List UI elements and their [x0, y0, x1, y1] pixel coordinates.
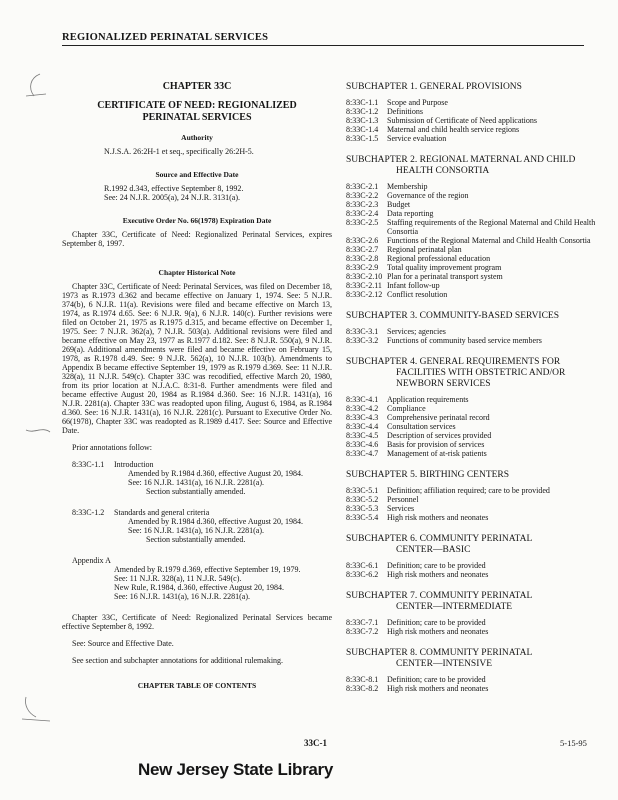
section-code: 8:33C-4.3 — [346, 413, 379, 422]
toc-heading: CHAPTER TABLE OF CONTENTS — [137, 681, 257, 690]
section-title: Regional perinatal plan — [387, 245, 462, 254]
toc-entry — [346, 209, 596, 218]
subchapter-7 — [346, 591, 596, 636]
appendix-line: See: 11 N.J.R. 328(a), 11 N.J.R. 549(c). — [114, 574, 242, 583]
section-code: 8:33C-2.9 — [346, 263, 379, 272]
toc-entry — [346, 134, 596, 143]
appendix-annotation — [62, 556, 332, 601]
annotation-1 — [62, 460, 332, 496]
chapter-number: CHAPTER 33C — [162, 81, 232, 92]
annotation-line: Section substantially amended. — [146, 487, 246, 496]
section-code: 8:33C-4.2 — [346, 404, 379, 413]
toc-entry — [346, 422, 596, 431]
toc-entry — [346, 570, 596, 579]
toc-entry — [346, 684, 596, 693]
annotation-line: See: 16 N.J.R. 1431(a), 16 N.J.R. 2281(a). — [128, 478, 264, 487]
toc-entry — [346, 191, 596, 200]
subchapter-2 — [346, 155, 596, 299]
punch-mark-icon — [24, 420, 54, 440]
subchapter-heading: SUBCHAPTER 1. GENERAL PROVISIONS — [346, 82, 522, 92]
section-code: 8:33C-7.2 — [346, 627, 379, 636]
subchapter-3 — [346, 311, 596, 345]
section-title: Functions of community based service members — [387, 336, 542, 345]
section-code: 8:33C-2.1 — [346, 182, 379, 191]
section-title: Definition; care to be provided — [387, 561, 486, 570]
toc-entry — [346, 236, 596, 245]
running-header: REGIONALIZED PERINATAL SERVICES — [62, 32, 269, 43]
section-title: Staffing requirements of the Regional Maternal and Child Health Consortia — [387, 218, 596, 236]
section-title: Submission of Certificate of Need applications — [387, 116, 537, 125]
subchapter-heading: SUBCHAPTER 2. REGIONAL MATERNAL AND CHILD HEALTH CONSORTIA — [346, 155, 576, 176]
annotation-line: Section substantially amended. — [146, 535, 246, 544]
section-title: Maternal and child health service regions — [387, 125, 520, 134]
subchapter-heading: SUBCHAPTER 6. COMMUNITY PERINATAL CENTER—BASIC — [346, 534, 533, 555]
toc-entry — [346, 200, 596, 209]
toc-entry — [346, 290, 596, 299]
source-heading: Source and Effective Date — [155, 170, 239, 179]
subchapter-6 — [346, 534, 596, 579]
source-line-2: See: 24 N.J.R. 2005(a), 24 N.J.R. 3131(a). — [104, 193, 240, 202]
section-title: Service evaluation — [387, 134, 447, 143]
annotation-title: Introduction — [114, 460, 154, 469]
toc-entry — [346, 245, 596, 254]
section-code: 8:33C-2.2 — [346, 191, 379, 200]
section-code: 8:33C-3.1 — [346, 327, 379, 336]
section-code: 8:33C-2.4 — [346, 209, 379, 218]
subchapter-heading: SUBCHAPTER 7. COMMUNITY PERINATAL CENTER—INTERMEDIATE — [346, 591, 533, 612]
section-code: 8:33C-2.6 — [346, 236, 379, 245]
annotation-line: Amended by R.1984 d.360, effective August 20, 1984. — [128, 517, 303, 526]
subchapter-heading: SUBCHAPTER 3. COMMUNITY-BASED SERVICES — [346, 311, 560, 321]
toc-entry — [346, 504, 596, 513]
section-code: 8:33C-5.2 — [346, 495, 379, 504]
subchapter-8 — [346, 648, 596, 693]
section-code: 8:33C-1.3 — [346, 116, 379, 125]
section-title: Membership — [387, 182, 428, 191]
appendix-line: Amended by R.1979 d.369, effective September 19, 1979. — [114, 565, 301, 574]
section-code: 8:33C-4.1 — [346, 395, 379, 404]
page-number: 33C-1 — [304, 738, 327, 748]
subchapter-5 — [346, 470, 596, 522]
toc-entry — [346, 116, 596, 125]
section-title: Definitions — [387, 107, 423, 116]
subchapter-1 — [346, 82, 596, 143]
appendix-line: See: 16 N.J.R. 1431(a), 16 N.J.R. 2281(a). — [114, 592, 250, 601]
section-code: 8:33C-2.5 — [346, 218, 379, 227]
toc-entry — [346, 125, 596, 134]
section-title: Compliance — [387, 404, 426, 413]
table-of-contents — [346, 82, 596, 693]
closing-paragraph: Chapter 33C, Certificate of Need: Regionalized Perinatal Services became effective September 8, 1992. — [62, 613, 332, 631]
toc-entry — [346, 281, 596, 290]
toc-entry — [346, 675, 596, 684]
section-title: Personnel — [387, 495, 419, 504]
section-title: Definition; care to be provided — [387, 618, 486, 627]
section-title: High risk mothers and neonates — [387, 627, 489, 636]
section-code: 8:33C-2.8 — [346, 254, 379, 263]
subchapter-heading: SUBCHAPTER 5. BIRTHING CENTERS — [346, 470, 510, 480]
header-rule — [62, 45, 584, 46]
subchapter-4 — [346, 357, 596, 458]
prior-annotations: Prior annotations follow: — [72, 443, 152, 452]
section-title: Application requirements — [387, 395, 469, 404]
section-code: 8:33C-1.1 — [346, 98, 379, 107]
toc-entry — [346, 254, 596, 263]
historical-note-heading: Chapter Historical Note — [158, 268, 236, 277]
section-title: Services; agencies — [387, 327, 446, 336]
toc-entry — [346, 561, 596, 570]
section-code: 8:33C-1.5 — [346, 134, 379, 143]
toc-entry — [346, 336, 596, 345]
section-title: Budget — [387, 200, 411, 209]
toc-entry — [346, 495, 596, 504]
toc-entry — [346, 395, 596, 404]
revision-date: 5-15-95 — [560, 738, 587, 748]
authority-text: N.J.S.A. 26:2H-1 et seq., specifically 26:2H-5. — [104, 147, 254, 156]
section-title: Plan for a perinatal transport system — [387, 272, 503, 281]
toc-entry — [346, 513, 596, 522]
section-code: 8:33C-4.5 — [346, 431, 379, 440]
section-title: Conflict resolution — [387, 290, 448, 299]
section-code: 8:33C-2.12 — [346, 290, 383, 299]
annotation-line: See: 16 N.J.R. 1431(a), 16 N.J.R. 2281(a). — [128, 526, 264, 535]
section-code: 8:33C-5.3 — [346, 504, 379, 513]
annotation-code: 8:33C-1.1 — [72, 460, 105, 469]
section-code: 8:33C-8.1 — [346, 675, 379, 684]
appendix-label: Appendix A — [72, 556, 111, 565]
section-title: High risk mothers and neonates — [387, 570, 489, 579]
section-code: 8:33C-6.1 — [346, 561, 379, 570]
closing-annotations: See section and subchapter annotations for additional rulemaking. — [72, 656, 284, 665]
executive-order-text: Chapter 33C, Certificate of Need: Regionalized Perinatal Services, expires September 8, 1997. — [62, 230, 332, 248]
library-stamp: New Jersey State Library — [138, 760, 334, 779]
punch-mark-icon — [20, 695, 54, 723]
toc-entry — [346, 182, 596, 191]
section-code: 8:33C-8.2 — [346, 684, 379, 693]
annotation-line: Amended by R.1984 d.360, effective August 20, 1984. — [128, 469, 303, 478]
toc-entry — [346, 413, 596, 422]
toc-entry — [346, 449, 596, 458]
section-code: 8:33C-6.2 — [346, 570, 379, 579]
toc-entry — [346, 440, 596, 449]
toc-entry — [346, 627, 596, 636]
appendix-line: New Rule, R.1984, d.360, effective August 20, 1984. — [114, 583, 285, 592]
section-title: Infant follow-up — [387, 281, 440, 290]
section-title: Functions of the Regional Maternal and Child Health Consortia — [387, 236, 591, 245]
section-title: Consultation services — [387, 422, 456, 431]
toc-entry — [346, 404, 596, 413]
subchapter-heading: SUBCHAPTER 8. COMMUNITY PERINATAL CENTER—INTENSIVE — [346, 648, 533, 669]
section-title: Comprehensive perinatal record — [387, 413, 490, 422]
chapter-title: CERTIFICATE OF NEED: REGIONALIZED PERINATAL SERVICES — [97, 100, 297, 123]
section-code: 8:33C-3.2 — [346, 336, 379, 345]
section-title: Definition; affiliation required; care to be provided — [387, 486, 550, 495]
historical-note-text: Chapter 33C, Certificate of Need: Perinatal Services, was filed on December 18, 1973 as R.1973 d.362 and became effective on January 1, 1974. See: 5 N.J.R. 374(b), 6 N.J.R. 11(a). Revisions were filed and became effective on March 13, 1974, as R.1974 d.65. See: 6 N.J.R. 9(a), 6 N.J.R. 140(c). Further revisions were filed on October 21, 1975 as R.1975 d.315, and became effective on December 1, 1975. See: 7 N.J.R. 362(a), 7 N.J.R. 503(a). Additional revisions were filed and became effective on May 23, 1977 as R.1977 d.182. See: 8 N.J.R. 550(a), 9 N.J.R. 269(a). Additional amendments were filed and became effective on February 15, 1978, as R.1978 d.49. See: 9 N.J.R. 562(a), 10 N.J.R. 103(b). Amendments to Appendix B became effective September 19, 1979 as R.1979 d.369. See: 11 N.J.R. 328(a), 11 N.J.R. 549(c). Chapter 33C was recodified, effective March 20, 1980, from its prior location at N.J.A.C. 8:31-8. Further amendments were filed and became effective August 20, 1984 as R.1984 d.360. See: 16 N.J.R. 1431(a), 16 N.J.R. 2281(a). Chapter 33C was readopted upon filing, August 6, 1984, as R.1984 d.360. See: 16 N.J.R. 1431(a), 16 N.J.R. 2281(c). Pursuant to Executive Order No. 66(1978), Chapter 33C was readopted as R.1989 d.417. See: Source and Effective Date. — [62, 282, 332, 435]
section-title: Regional professional education — [387, 254, 491, 263]
toc-entry — [346, 272, 596, 281]
toc-entry — [346, 486, 596, 495]
punch-mark-icon — [22, 72, 52, 102]
section-code: 8:33C-1.2 — [346, 107, 379, 116]
toc-entry — [346, 107, 596, 116]
section-title: Management of at-risk patients — [387, 449, 487, 458]
section-code: 8:33C-5.1 — [346, 486, 379, 495]
section-code: 8:33C-4.7 — [346, 449, 379, 458]
section-title: Definition; care to be provided — [387, 675, 486, 684]
closing-see: See: Source and Effective Date. — [72, 639, 174, 648]
section-title: Basis for provision of services — [387, 440, 485, 449]
toc-entry — [346, 218, 596, 236]
section-code: 8:33C-4.6 — [346, 440, 379, 449]
section-title: Data reporting — [387, 209, 434, 218]
annotation-2 — [62, 508, 332, 544]
section-code: 8:33C-1.4 — [346, 125, 379, 134]
left-column — [62, 82, 332, 695]
section-title: High risk mothers and neonates — [387, 513, 489, 522]
section-code: 8:33C-2.11 — [346, 281, 382, 290]
section-title: Total quality improvement program — [387, 263, 502, 272]
toc-entry — [346, 618, 596, 627]
section-code: 8:33C-2.7 — [346, 245, 379, 254]
section-code: 8:33C-4.4 — [346, 422, 379, 431]
source-line-1: R.1992 d.343, effective September 8, 1992. — [104, 184, 244, 193]
annotation-title: Standards and general criteria — [114, 508, 210, 517]
authority-heading: Authority — [181, 133, 213, 142]
section-code: 8:33C-2.10 — [346, 272, 383, 281]
toc-entry — [346, 327, 596, 336]
section-title: Governance of the region — [387, 191, 469, 200]
section-title: High risk mothers and neonates — [387, 684, 489, 693]
section-title: Description of services provided — [387, 431, 492, 440]
toc-entry — [346, 431, 596, 440]
section-code: 8:33C-2.3 — [346, 200, 379, 209]
section-title: Services — [387, 504, 415, 513]
section-code: 8:33C-5.4 — [346, 513, 379, 522]
section-title: Scope and Purpose — [387, 98, 448, 107]
subchapter-heading: SUBCHAPTER 4. GENERAL REQUIREMENTS FOR FACILITIES WITH OBSTETRIC AND/OR NEWBORN SERVICES — [346, 357, 566, 389]
toc-entry — [346, 263, 596, 272]
annotation-code: 8:33C-1.2 — [72, 508, 105, 517]
executive-order-heading: Executive Order No. 66(1978) Expiration Date — [122, 216, 272, 225]
toc-entry — [346, 98, 596, 107]
section-code: 8:33C-7.1 — [346, 618, 379, 627]
